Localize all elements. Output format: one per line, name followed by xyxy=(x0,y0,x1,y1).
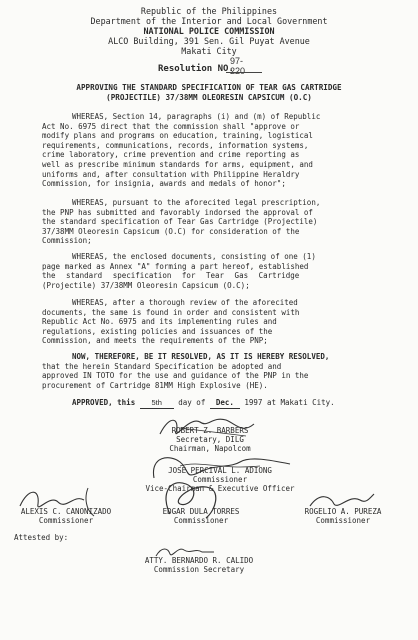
approved-suffix: 1997 at Makati City. xyxy=(244,398,335,407)
canonizado-block xyxy=(16,507,116,525)
canonizado-title: Commissioner xyxy=(38,516,94,525)
whereas-paragraph-4 xyxy=(42,298,374,346)
chairman-title1: Secretary, DILG xyxy=(176,435,244,444)
approved-day: 5th xyxy=(140,398,174,409)
resolution-title-line2: (PROJECTILE) 37/38MM OLEORESIN CAPSICUM (O.C) xyxy=(106,93,312,102)
calido-block xyxy=(124,556,274,574)
para1-line: crime laboratory, crime prevention and crime reporting as xyxy=(42,150,300,160)
para1-line: Commission, for insignia, awards and medals of honor"; xyxy=(42,179,286,189)
pureza-name: ROGELIO A. PUREZA xyxy=(304,507,382,516)
para5-line: NOW, THEREFORE, BE IT RESOLVED, AS IT IS HEREBY RESOLVED, xyxy=(72,352,330,361)
chairman-title2: Chairman, Napolcom xyxy=(169,444,251,453)
attested-label-text: Attested by: xyxy=(14,533,69,542)
header-department: Department of the Interior and Local Government xyxy=(90,16,328,26)
pureza-title: Commissioner xyxy=(315,516,371,525)
vice-chairman-title2: Vice-Chairman & Executive Officer xyxy=(145,484,295,493)
para3-line: the standard specification for Tear Gas Cartridge xyxy=(42,271,300,281)
header-republic: Republic of the Philippines xyxy=(140,6,278,16)
para2-line: 37/38MM Oleoresin Capsicum (O.C) for consideration of the xyxy=(42,226,300,236)
para4-line: regulations, existing policies and issuances of the xyxy=(42,326,273,336)
para4-line: WHEREAS, after a thorough review of the aforecited xyxy=(72,298,298,307)
para1-line: modify plans and programs on education, training, logistical xyxy=(42,131,313,141)
torres-name: EDGAR DULA TORRES xyxy=(162,507,240,516)
resolution-handwritten-number: 97-220 xyxy=(230,56,246,76)
canonizado-name: ALEXIS C. CANONIZADO xyxy=(20,507,112,516)
para2-line: the PNP has submitted and favorably indorsed the approval of xyxy=(42,207,313,217)
vice-chairman-name: JOSE PERCIVAL L. ADIONG xyxy=(168,466,272,475)
whereas-paragraph-2 xyxy=(42,198,374,246)
vice-chairman-title1: Commissioner xyxy=(192,475,248,484)
para4-line: documents, the same is found in order and consistent with xyxy=(42,307,300,317)
calido-title: Commission Secretary xyxy=(153,565,245,574)
para4-line: Republic Act No. 6975 and its implementing rules and xyxy=(42,317,277,327)
para1-line: well as prescribe minimum standards for arms, equipment, and xyxy=(42,159,313,169)
approved-month: Dec. xyxy=(210,398,240,409)
approved-prefix: APPROVED, this xyxy=(72,398,136,407)
para1-line: uniforms and, after consultation with Philippine Heraldry xyxy=(42,169,300,179)
para3-line: page marked as Annex "A" forming a part hereof, established xyxy=(42,261,309,271)
para2-line: the standard specification of Tear Gas Cartridge (Projectile) xyxy=(42,217,318,227)
pureza-block xyxy=(288,507,398,525)
resolution-title-line1: APPROVING THE STANDARD SPECIFICATION OF TEAR GAS CARTRIDGE xyxy=(76,83,342,92)
header-address: ALCO Building, 391 Sen. Gil Puyat Avenue xyxy=(108,36,310,46)
para5-line: procurement of Cartridge 81MM High Explosive (HE). xyxy=(42,380,268,390)
resolution-underline xyxy=(226,72,262,73)
resolution-number xyxy=(158,56,246,76)
para1-line: requirements, communications, records, information systems, xyxy=(42,140,309,150)
header-commission: NATIONAL POLICE COMMISSION xyxy=(143,26,275,36)
para5-line: that the herein Standard Specification be adopted and xyxy=(42,361,282,371)
para3-line: (Projectile) 37/38MM Oleoresin Capsicum (O.C); xyxy=(42,280,250,290)
para2-line: Commission; xyxy=(42,236,92,246)
para1-line: Act No. 6975 direct that the commission shall "approve or xyxy=(42,121,300,131)
header-city: Makati City xyxy=(181,46,237,56)
calido-name: ATTY. BERNARDO R. CALIDO xyxy=(144,556,254,565)
resolved-paragraph xyxy=(42,352,374,390)
chairman-name: ROBERT Z. BARBERS xyxy=(171,426,249,435)
para2-line: WHEREAS, pursuant to the aforecited legal prescription, xyxy=(72,198,321,207)
whereas-paragraph-3 xyxy=(42,252,374,290)
whereas-paragraph-1 xyxy=(42,112,374,189)
approved-line xyxy=(72,398,392,409)
para5-line: approved IN TOTO for the use and guidance of the PNP in the xyxy=(42,371,309,381)
para3-line: WHEREAS, the enclosed documents, consisting of one (1) xyxy=(72,252,316,261)
torres-block xyxy=(146,507,256,525)
approved-mid: day of xyxy=(178,398,206,407)
para4-line: Commission, and meets the requirements of the PNP; xyxy=(42,336,268,346)
torres-title: Commissioner xyxy=(173,516,229,525)
attested-label xyxy=(14,533,134,543)
resolution-label: Resolution NO. xyxy=(158,64,234,74)
para1-line: WHEREAS, Section 14, paragraphs (i) and (m) of Republic xyxy=(72,112,321,121)
